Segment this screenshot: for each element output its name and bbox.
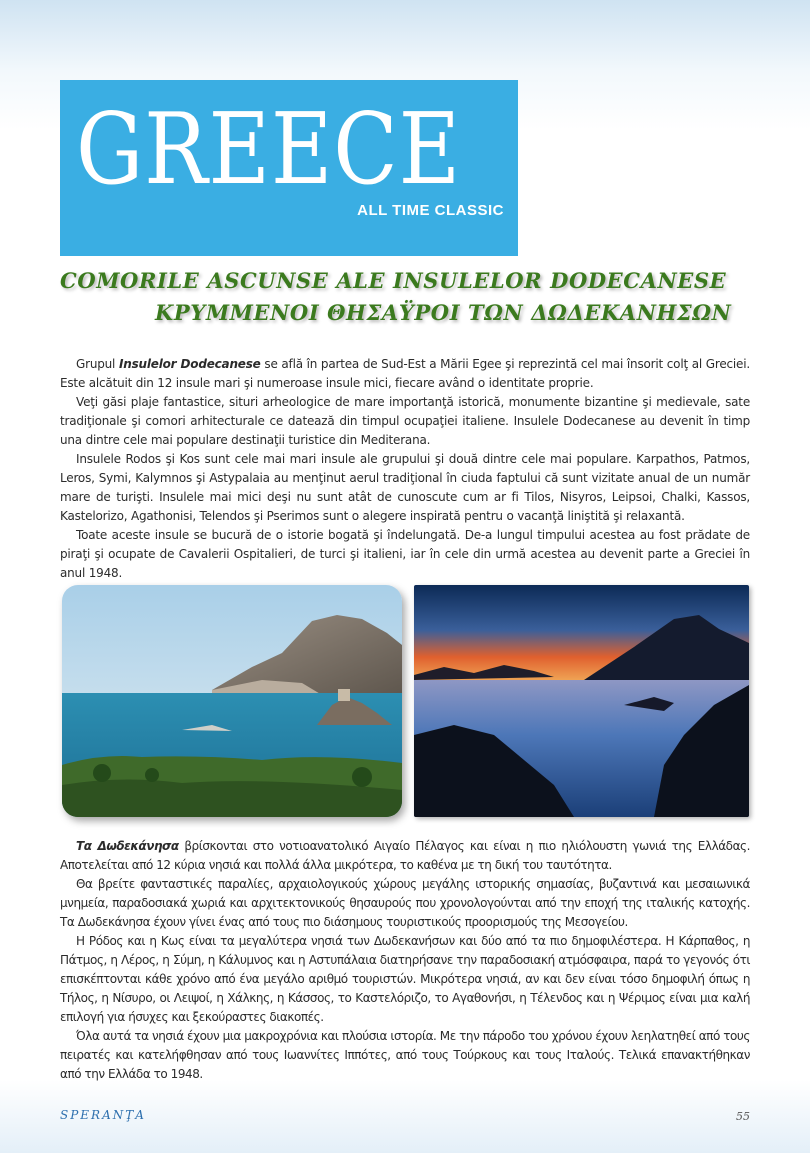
coast-landscape-illustration xyxy=(62,585,402,817)
romanian-article xyxy=(60,355,750,583)
title-romanian: COMORILE ASCUNSE ALE INSULELOR DODECANESE xyxy=(60,268,727,293)
romanian-paragraph-2: Veţi găsi plaje fantastice, situri arheologice de mare importanţă istorică, monumente bizantine şi medievale, sate tradiţionale şi comori arhitecturale ce datează din timpul ocupaţiei italiene. Insulele Dodecanese au devenit în timp una dintre cele mai populare destinaţii turistice din Mediterana. xyxy=(60,395,750,447)
title-greek: ΚΡΥΜΜΕΝΟΙ ΘΗΣΑΫΡΟΙ ΤΩΝ ΔΩΔΕΚΑΝΗΣΩΝ xyxy=(155,300,732,325)
romanian-p1-lead: Grupul xyxy=(76,357,119,371)
magazine-name: SPERANŢA xyxy=(60,1108,146,1122)
romanian-p1-bold: Insulelor Dodecanese xyxy=(118,357,261,371)
greek-p1-bold: Τα Δωδεκάνησα xyxy=(76,839,179,853)
greece-logo xyxy=(60,80,518,256)
sunset-sea-illustration xyxy=(414,585,749,817)
coast-landscape-photo xyxy=(62,585,402,817)
greek-paragraph-4: Όλα αυτά τα νησιά έχουν μια μακροχρόνια και πλούσια ιστορία. Με την πάροδο του χρόνου έχουν λεηλατηθεί από τους πειρατές και κατελήφθησαν από τους Ιωαννίτες Ιππότες, από τους Τούρκους και τους Ιταλούς. Τελικά επανακτήθηκαν από την Ελλάδα το 1948. xyxy=(60,1029,750,1081)
page-number: 55 xyxy=(736,1110,750,1123)
sunset-sea-photo xyxy=(414,585,749,817)
logo-tagline: ALL TIME CLASSIC xyxy=(357,202,504,219)
greek-p1-rest: βρίσκονται στο νοτιοανατολικό Αιγαίο Πέλαγος και είναι η πιο ηλιόλουστη γωνιά της Ελλάδας. Αποτελείται από 12 κύρια νησιά και πολλά άλλα μικρότερα, το καθένα με τη δική του ταυτότητα. xyxy=(60,839,750,872)
romanian-p1-rest: se află în partea de Sud-Est a Mării Egee şi reprezintă cel mai însorit colţ al Greciei. Este alcătuit din 12 insule mari şi numeroase insule mici, fiecare având o identitate proprie. xyxy=(60,357,750,390)
romanian-paragraph-4: Toate aceste insule se bucură de o istorie bogată şi îndelungată. De-a lungul timpului acestea au fost prădate de piraţi şi ocupate de Cavalerii Ospitalieri, de turci şi italieni, iar în cele din urmă acestea au devenit parte a Greciei în anul 1948. xyxy=(60,528,750,580)
greek-paragraph-1 xyxy=(60,837,750,875)
greek-article xyxy=(60,837,750,1084)
romanian-paragraph-3: Insulele Rodos şi Kos sunt cele mai mari insule ale grupului şi două dintre cele mai populare. Karpathos, Patmos, Leros, Symi, Kalymnos şi Astypalaia au menţinut aerul tradiţional în ciuda faptului că sunt vizitate anual de un număr mare de turişti. Insulele mai mici deşi nu sunt atât de cunoscute cum ar fi Tilos, Nisyros, Leipsoi, Chalki, Kassos, Kastelorizo, Agathonisi, Telendos şi Pserimos sunt o alegere inspirată pentru o vacanţă liniştită şi relaxantă. xyxy=(60,452,750,523)
greek-paragraph-3: Η Ρόδος και η Κως είναι τα μεγαλύτερα νησιά των Δωδεκανήσων και δύο από τα πιο δημοφιλέστερα. Η Κάρπαθος, η Πάτμος, η Λέρος, η Σύμη, η Κάλυμνος και η Αστυπάλαια διατηρήσανε την παραδοσιακή ατμόσφαιρα, παρά το γεγονός ότι επισκέπτονται κάθε χρόνο από ένα μεγάλο αριθμό τουριστών. Μικρότερα νησιά, αν και δεν είναι τόσο δημοφιλή όπως η Τήλος, η Νίσυρο, οι Λειψοί, η Χάλκης, η Κάσσος, το Καστελόριζο, το Αγαθονήσι, η Τέλενδος και η Ψέριμος είναι μια καλή επιλογή για ήσυχες και ξεκούραστες διακοπές. xyxy=(60,934,750,1024)
logo-word: GREECE xyxy=(76,93,461,207)
romanian-paragraph-1 xyxy=(60,355,750,393)
greek-paragraph-2: Θα βρείτε φανταστικές παραλίες, αρχαιολογικούς χώρους μεγάλης ιστορικής σημασίας, βυζαντινά και μεσαιωνικά μνημεία, παραδοσιακά χωριά και αρχιτεκτονικούς θησαυρούς που χρονολογούνται από την εποχή της ιταλικής κατοχής. Τα Δωδεκάνησα έχουν γίνει ένας από τους πιο διάσημους τουριστικούς προορισμούς της Μεσογείου. xyxy=(60,877,750,929)
